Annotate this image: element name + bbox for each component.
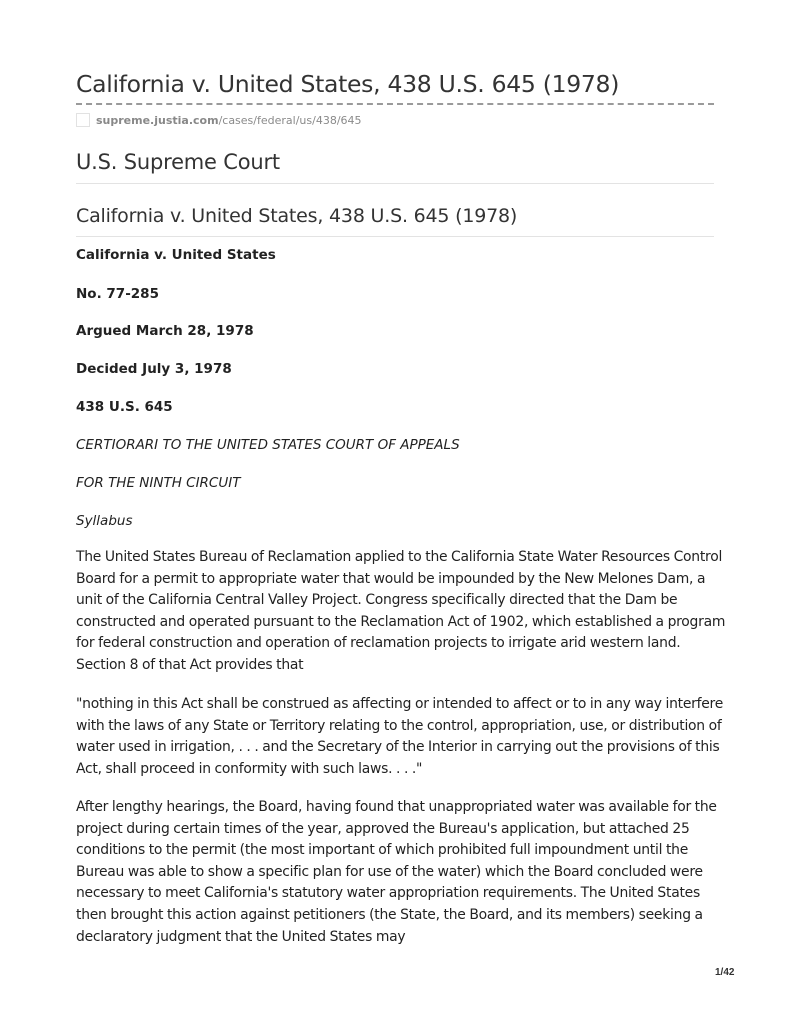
source-path: /cases/federal/us/438/645 [218,113,362,127]
syllabus-label: Syllabus [76,513,133,529]
document-title: California v. United States, 438 U.S. 645 (1978) [76,70,620,98]
citation: 438 U.S. 645 [76,399,173,415]
court-heading-divider [76,183,714,184]
certiorari-line-2: FOR THE NINTH CIRCUIT [76,475,241,491]
decided-date: Decided July 3, 1978 [76,361,232,377]
paragraph-3: After lengthy hearings, the Board, having found that unappropriated water was available for the project during certain times of the year, approved the Bureau's application, but attached 25 conditions to the permit (the most important of which prohibited full impoundment until the Bureau was able to show a specific plan for use of the water) which the Board concluded were necessary to meet California's statutory water appropriation requirements. The United States then brought this action against petitioners (the State, the Board, and its members) seeking a declaratory judgment that the United States may [76,799,717,945]
page-number: 1/42 [715,967,735,978]
case-heading-divider [76,236,714,237]
case-name: California v. United States [76,247,276,263]
title-divider [76,103,714,105]
certiorari-line-1: CERTIORARI TO THE UNITED STATES COURT OF APPEALS [76,437,460,453]
argued-date: Argued March 28, 1978 [76,323,254,339]
court-heading: U.S. Supreme Court [76,150,280,174]
source-domain: supreme.justia.com [96,113,219,127]
favicon-icon [76,113,90,127]
source-link[interactable] [76,110,362,130]
paragraph-1: The United States Bureau of Reclamation applied to the California State Water Resources Control Board for a permit to appropriate water that would be impounded by the New Melones Dam, a unit of the California Central Valley Project. Congress specifically directed that the Dam be constructed and operated pursuant to the Reclamation Act of 1902, which established a program for federal construction and operation of reclamation projects to irrigate arid western land. Section 8 of that Act provides that [76,549,726,673]
paragraph-2: "nothing in this Act shall be construed as affecting or intended to affect or to in any way interfere with the laws of any State or Territory relating to the control, appropriation, use, or distribution of water used in irrigation, . . . and the Secretary of the Interior in carrying out the provisions of this Act, shall proceed in conformity with such laws. . . ." [76,696,724,777]
docket-number: No. 77-285 [76,286,159,302]
case-heading: California v. United States, 438 U.S. 645 (1978) [76,205,518,227]
